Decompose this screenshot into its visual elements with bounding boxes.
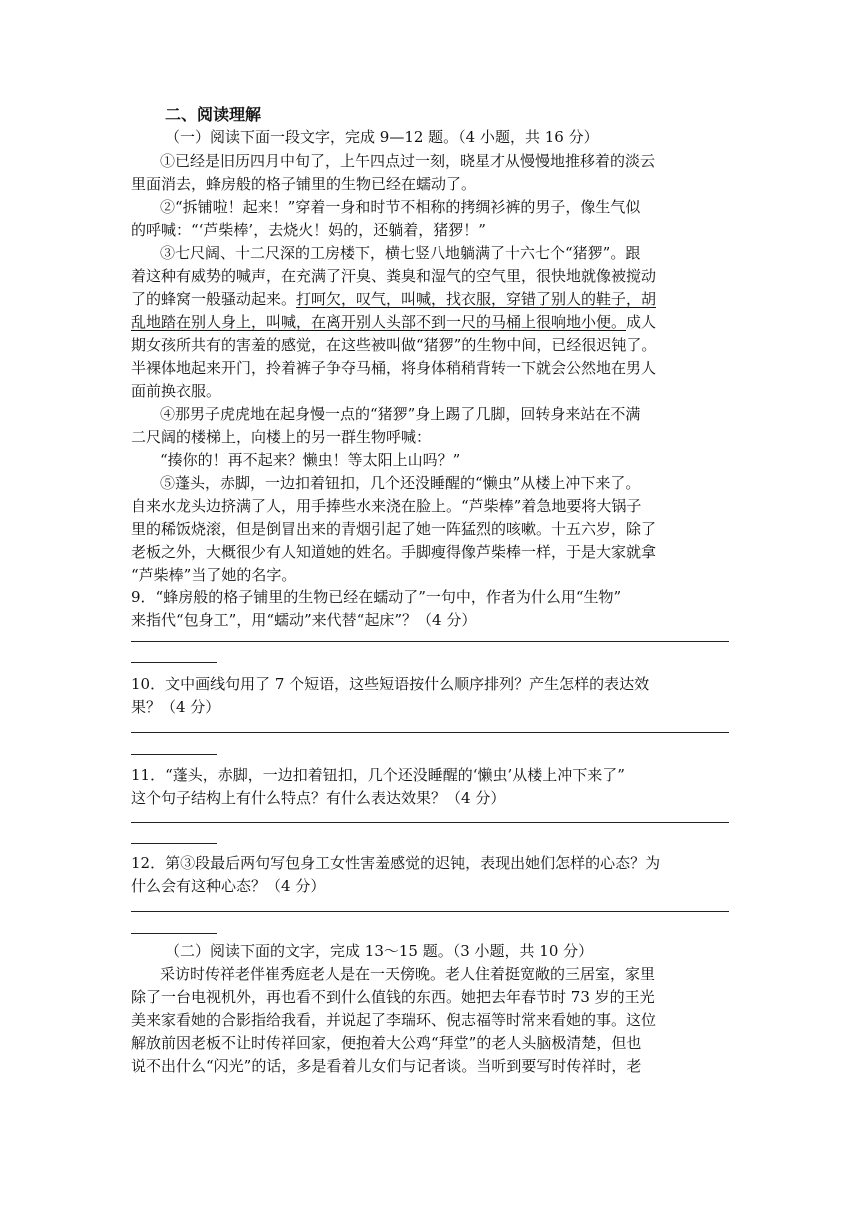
answer-line-9b[interactable] — [131, 662, 217, 663]
question-11-line-1: 11．“蓬头，赤脚，一边扣着钮扣，几个还没睡醒的‘懒虫’从楼上冲下来了” — [131, 766, 625, 784]
p5-line-5: “芦柴棒”当了她的名字。 — [131, 566, 297, 584]
section-title: 二、阅读理解 — [165, 105, 262, 124]
answer-line-9a[interactable] — [131, 641, 729, 642]
p3-line-7: 面前换衣服。 — [131, 382, 222, 400]
p3-line-5: 期女孩所共有的害羞的感觉，在这些被叫做“猪猡”的生物中间，已经很迟钝了。 — [131, 336, 657, 354]
answer-line-10b[interactable] — [131, 754, 217, 755]
p3-line-3 — [131, 288, 731, 310]
p3-line-4 — [131, 311, 731, 333]
part2-p1-line-4: 解放前因老板不让时传祥回家，便抱着大公鸡“拜堂”的老人头脑极清楚，但也 — [131, 1034, 642, 1052]
p3-line-6: 半裸体地起来开门，拎着裤子争夺马桶，将身体稍稍背转一下就会公然地在男人 — [131, 359, 657, 377]
question-11-line-2: 这个句子结构上有什么特点？有什么表达效果？（4 分） — [131, 789, 506, 807]
p4-line-2: 二尺阔的楼梯上，向楼上的另一群生物呼喊： — [131, 428, 432, 446]
p5-line-4: 老板之外，大概很少有人知道她的姓名。手脚瘦得像芦柴棒一样，于是大家就拿 — [131, 543, 657, 561]
p5-line-3: 里的稀饭烧滚，但是倒冒出来的青烟引起了她一阵猛烈的咳嗽。十五六岁，除了 — [131, 520, 657, 538]
p3-line-3-text: 了的蜂窝一般骚动起来。 — [131, 290, 297, 308]
p2-line-2: 的呼喊：“‘芦柴棒’，去烧火！妈的，还躺着，猪猡！” — [131, 221, 486, 239]
question-9-line-2: 来指代“包身工”，用“蠕动”来代替“起床”？（4 分） — [131, 611, 477, 629]
part1-instruction: （一）阅读下面一段文字，完成 9—12 题。（4 小题，共 16 分） — [165, 128, 599, 146]
answer-line-12a[interactable] — [131, 911, 729, 912]
part2-p1-line-5: 说不出什么“闪光”的话，多是看着儿女们与记者谈。当听到要写时传祥时，老 — [131, 1057, 642, 1075]
underlined-phrase-part2: 乱地踏在别人身上，叫喊，在离开别人头部不到一尺的马桶上很响地小便。 — [131, 313, 627, 331]
part2-p1-line-1: 采访时传祥老伴崔秀庭老人是在一天傍晚。老人住着挺宽敞的三居室，家里 — [160, 965, 656, 983]
p3-line-4-text: 成人 — [626, 313, 657, 331]
p3-line-1: ③七尺阔、十二尺深的工房楼下，横七竖八地躺满了十六七个“猪猡”。跟 — [160, 244, 641, 262]
part2-p1-line-2: 除了一台电视机外，再也看不到什么值钱的东西。她把去年春节时 73 岁的王光 — [131, 988, 655, 1006]
p3-line-2: 着这种有威势的喊声，在充满了汗臭、粪臭和湿气的空气里，很快地就像被搅动 — [131, 267, 657, 285]
question-10-line-2: 果？（4 分） — [131, 698, 221, 716]
question-12-line-2: 什么会有这种心态？（4 分） — [131, 877, 326, 895]
answer-line-11b[interactable] — [131, 843, 217, 844]
p4-line-3: “揍你的！再不起来？懒虫！等太阳上山吗？” — [160, 451, 461, 469]
part2-instruction: （二）阅读下面的文字，完成 13～15 题。（3 小题，共 10 分） — [165, 942, 594, 960]
answer-line-11a[interactable] — [131, 822, 729, 823]
answer-line-12b[interactable] — [131, 933, 217, 934]
question-10-line-1: 10．文中画线句用了 7 个短语，这些短语按什么顺序排列？产生怎样的表达效 — [131, 675, 650, 693]
p1-line-2: 里面消去，蜂房般的格子铺里的生物已经在蠕动了。 — [131, 175, 477, 193]
question-12-line-1: 12．第③段最后两句写包身工女性害羞感觉的迟钝，表现出她们怎样的心态？为 — [131, 854, 661, 872]
underlined-phrase-part1: 打呵欠，叹气，叫喊，找衣服，穿错了别人的鞋子，胡 — [296, 290, 657, 308]
p4-line-1: ④那男子虎虎地在起身慢一点的“猪猡”身上踢了几脚，回转身来站在不满 — [160, 405, 641, 423]
question-9-line-1: 9．“蜂房般的格子铺里的生物已经在蠕动了”一句中，作者为什么用“生物” — [131, 588, 622, 606]
p2-line-1: ②“拆铺啦！起来！”穿着一身和时节不相称的拷绸衫裤的男子，像生气似 — [160, 198, 641, 216]
p5-line-2: 自来水龙头边挤满了人，用手捧些水来浇在脸上。“芦柴棒”着急地要将大锅子 — [131, 497, 642, 515]
p5-line-1: ⑤蓬头，赤脚，一边扣着钮扣，几个还没睡醒的“懒虫”从楼上冲下来了。 — [160, 474, 641, 492]
p1-line-1: ①已经是旧历四月中旬了，上午四点过一刻，晓星才从慢慢地推移着的淡云 — [160, 152, 656, 170]
part2-p1-line-3: 美来家看她的合影指给我看，并说起了李瑞环、倪志福等时常来看她的事。这位 — [131, 1011, 657, 1029]
answer-line-10a[interactable] — [131, 732, 729, 733]
